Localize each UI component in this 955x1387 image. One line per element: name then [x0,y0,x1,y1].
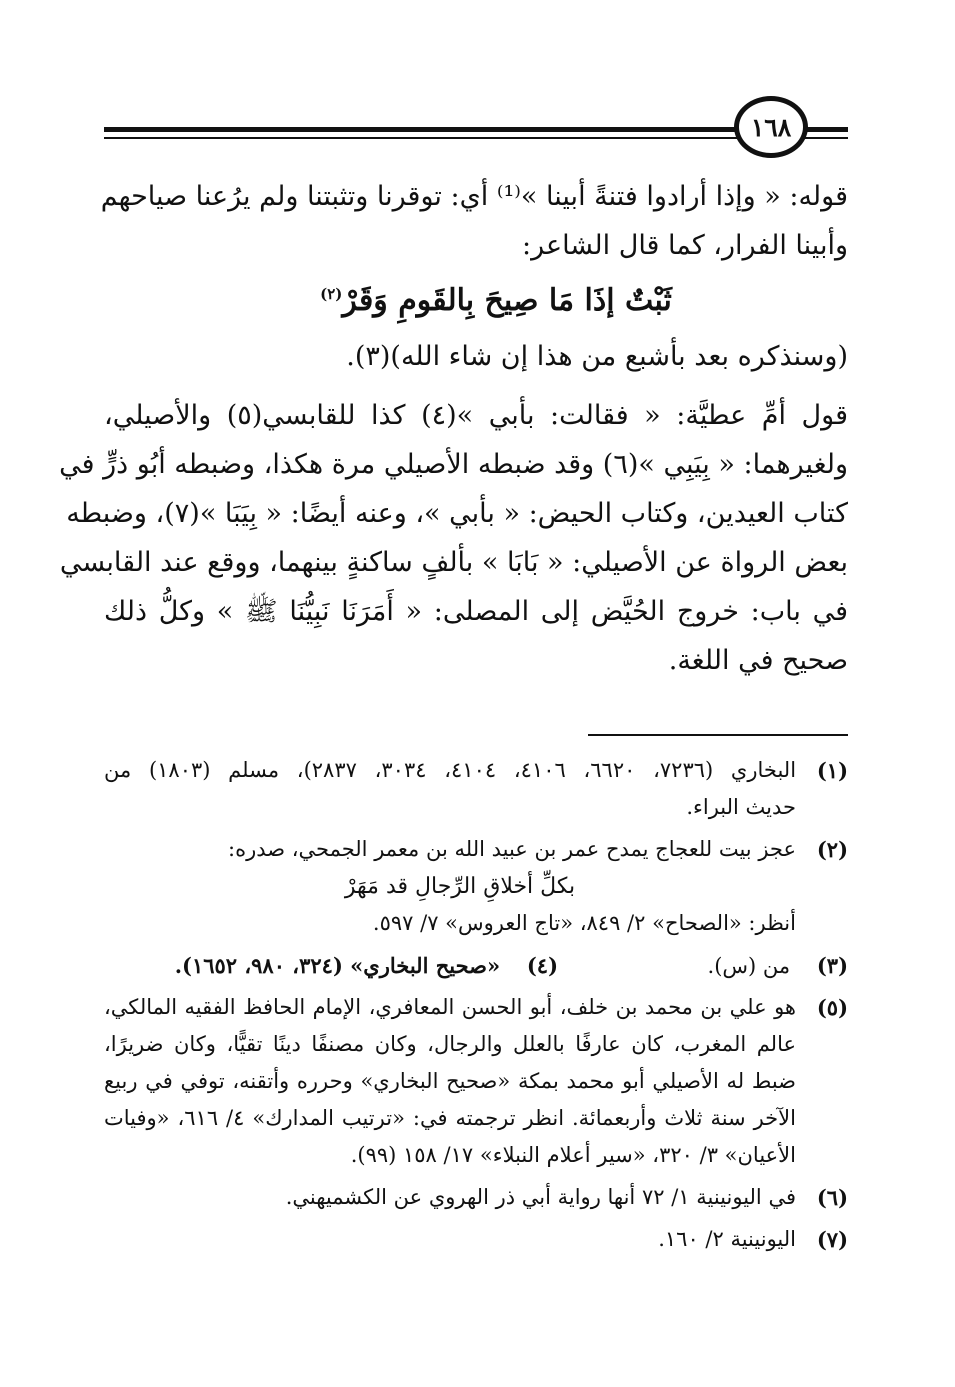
body-line-1: قوله: « وإذا أرادوا فتنةً أبينا »⁽¹⁾ أي: توقرنا وتثبتنا ولم يرُعنا صياحهم [100,181,848,212]
footnote-1 [104,752,848,826]
poem-verse-text: ثَبْتٌ إذَا مَا صِيحَ بِالقَومِ وَقَرْ [342,283,672,318]
footnote-2 [104,831,848,942]
footnote-2-line-1: عجز بيت للعجاج يمدح عمر بن عبيد الله بن معمر الجمحي، صدره: [228,837,796,861]
footnote-5-number: (٥) [816,995,848,1020]
footnotes-3-4-row [104,947,848,984]
footnote-5-line-1: هو علي بن محمد بن خلف، أبو الحسن المعافري، الإمام الحافظ الفقيه المالكي، [104,995,796,1019]
footnote-3-text: من (س). [707,954,791,978]
footnote-4-text: «صحيح البخاري» (٣٢٤، ٩٨٠، ١٦٥٢). [174,953,501,978]
footnote-6-number: (٦) [816,1185,848,1210]
poem-verse-note: (٢) [320,285,343,303]
para2-line-4: بعض الرواة عن الأصيلي: « بَابَا » بألفٍ ساكنةٍ بينهما، ووقع عند القابسي [59,547,848,578]
footnote-5 [104,989,848,1174]
footnote-1-line-1: البخاري (٧٢٣٦، ٦٦٢٠، ٤١٠٦، ٤١٠٤، ٣٠٣٤، ٢٨٣٧)، مسلم (١٨٠٣) من [104,758,797,782]
poem-verse [104,270,848,332]
footnote-4-number: (٤) [526,953,558,978]
footnote-5-line-4: الآخر سنة ثلاث وأربعمائة. انظر ترجمته في: «ترتيب المدارك» ٤/ ٦١٦، «وفيات [104,1106,796,1130]
footnote-2-number: (٢) [816,837,848,862]
header-rule-right-thin [802,137,848,139]
page-number-badge [734,96,808,158]
footnote-3-number: (٣) [816,953,848,978]
footnote-3 [708,947,848,985]
para2-line-5: في باب: خروج الحُيَّض إلى المصلى: « أَمَرَنَا نَبِيُّنَا ﷺ » وكلُّ ذلك [104,596,848,627]
footnote-7 [104,1221,848,1258]
para2-line-6: صحيح في اللغة. [668,645,848,676]
paragraph-gap [104,381,848,391]
footnote-4 [175,947,558,985]
footnote-1-line-2: حديث البراء. [686,795,796,819]
header-rule-left-thin [104,137,740,139]
footnote-5-line-3: ضبط له الأصيلي أبو محمد بمكة «صحيح البخاري» وحرره وأتقنه، توفي في ربيع [104,1069,796,1093]
body-line-2: وأبينا الفرار، كما قال الشاعر: [521,230,848,261]
header-rule-right-thick [802,127,848,132]
para2-line-3: كتاب العيدين، وكتاب الحيض: « بأبي »، وعنه أيضًا: « بِيَبَا »(٧)، وضبطه [66,498,848,529]
footnote-2-verse: بكلِّ أخلاقِ الرِّجالِ قد مَهَرْ [344,874,576,899]
footnote-2-line-2: أنظر: «الصحاح» ٢/ ٨٤٩، «تاج العروس» ٧/ ٥٩٧. [372,911,796,935]
footnote-7-text: اليونينية ٢/ ١٦٠. [658,1227,796,1251]
footnote-5-line-2: عالم المغرب، كان عارفًا بالعلل والرجال، وكان مصنفًا دينًا تقيًّا، وكان ضريرًا، [104,1032,796,1056]
body-line-after-verse: (وسنذكره بعد بأشبع من هذا إن شاء الله)(٣). [346,341,848,372]
footnote-5-line-5: الأعيان» ٣/ ٣٢٠، «سير أعلام النبلاء» ١٧/ ١٥٨ (٩٩). [350,1143,796,1167]
main-text [59,172,848,685]
page-number: ١٦٨ [750,112,792,142]
footnote-1-number: (١) [816,758,848,783]
footnotes [104,752,848,1263]
footnote-7-number: (٧) [816,1227,848,1252]
para2-line-2: ولغيرهما: « بِيَبِي »(٦) وقد ضبطه الأصيلي مرة هكذا، وضبطه أبُو ذرٍّ في [59,449,848,480]
footnote-separator [588,734,848,736]
para2-line-1: قول أمِّ عطيَّة: « فقالت: بأبي »(٤) كذا للقابسي(٥) والأصيلي، [104,400,848,431]
footnote-6 [104,1179,848,1216]
header-rule-left-thick [104,127,740,132]
footnote-6-text: في اليونينية ١/ ٧٢ أنها رواية أبي ذر الهروي عن الكشميهني. [285,1185,796,1209]
